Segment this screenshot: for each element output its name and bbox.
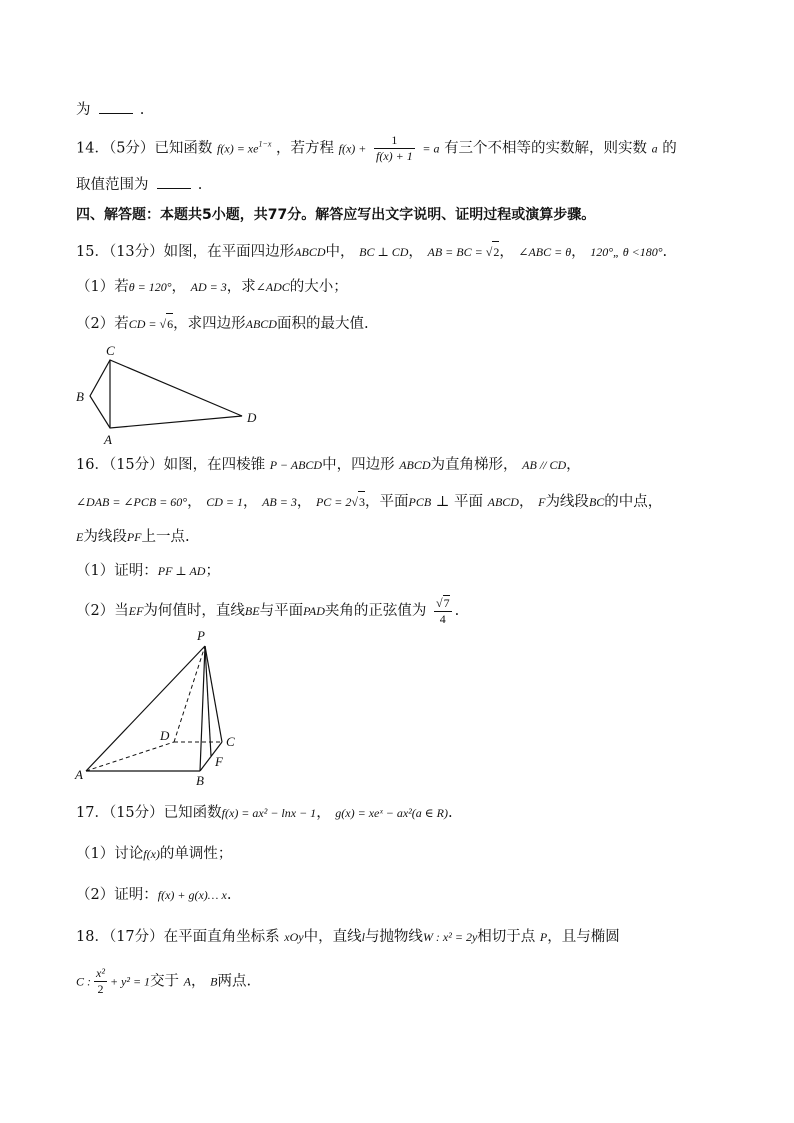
text: 与平面 [259, 603, 304, 619]
math: P [539, 930, 548, 944]
math: ∠ADC [255, 280, 290, 294]
q15-part1 [76, 277, 348, 297]
text: ，且与椭圆 [547, 929, 620, 945]
q18-line1 [76, 927, 620, 947]
figure-pyramid [70, 625, 250, 790]
sqrt-sign: √ [485, 245, 493, 259]
text: 相切于点 [477, 929, 536, 945]
frac-den: f(x) + 1 [375, 149, 413, 163]
edge-pa [86, 646, 205, 771]
q18-line2 [76, 966, 251, 997]
label-a: A [75, 767, 83, 782]
sqrt-value: 6 [166, 313, 173, 334]
text: ， [518, 494, 534, 510]
math: xOy [284, 930, 304, 944]
text: ， [566, 457, 581, 473]
label-d: D [247, 410, 257, 425]
fraction [94, 966, 107, 997]
label-d: D [160, 728, 170, 743]
math: CD = 1 [206, 495, 243, 509]
math: EF [128, 604, 144, 618]
text: 为何值时，直线 [143, 603, 245, 619]
frac-den: 4 [434, 611, 452, 627]
text: ， [242, 494, 258, 510]
math: g(x) = xeˣ − ax²(a ∈ R) [335, 806, 448, 820]
math-eq: = a [422, 141, 440, 156]
q16-part2 [76, 595, 459, 627]
q16-line3 [76, 527, 190, 547]
q16-line1 [76, 455, 581, 475]
math: BC [588, 495, 605, 509]
text: 为直角梯形， [430, 457, 518, 473]
q16-part1 [76, 561, 220, 581]
q14-line2 [76, 175, 202, 195]
math: + y² = 1 [109, 974, 151, 989]
math-fx: f(x) = xe [217, 141, 259, 156]
text: 的单调性； [159, 846, 233, 862]
quad-outline [90, 360, 242, 428]
text: 中， [325, 244, 355, 260]
text: . [226, 887, 232, 903]
edge-pb [200, 646, 205, 771]
text: ，求 [226, 279, 256, 295]
q15-part2 [76, 313, 369, 334]
label-b: B [76, 389, 84, 404]
math: f(x) + g(x)… x [157, 888, 227, 902]
math: 120°„ θ <180° [590, 245, 663, 259]
frac-num: 1 [391, 133, 398, 147]
text: 取值范围为 [76, 177, 149, 193]
text: ， [296, 494, 312, 510]
q16-head: 16．（15分）如图，在四棱锥 [76, 457, 266, 473]
q17-part2 [76, 885, 231, 905]
text: （1）若 [76, 279, 129, 295]
text: . [454, 603, 460, 619]
text: . [447, 805, 453, 821]
text: （1）讨论 [76, 846, 144, 862]
text: 的 [662, 140, 677, 157]
figure-quadrilateral [70, 340, 270, 450]
math: F [538, 495, 546, 509]
math: f(x) [143, 847, 160, 861]
text: ， [187, 494, 202, 510]
sqrt-value: 2 [492, 241, 499, 262]
frac-den: 2 [94, 981, 107, 997]
label-a: A [104, 432, 112, 447]
label-b: B [196, 773, 204, 788]
label-c: C [106, 343, 115, 358]
label-f: F [215, 754, 223, 769]
q14-line1 [76, 133, 677, 164]
answer-blank [157, 176, 191, 189]
math: l [361, 930, 365, 944]
text: ， [408, 244, 423, 260]
text: 上一点. [141, 529, 190, 545]
text: 有三个不相等的实数解，则实数 [444, 140, 648, 157]
text: ⊥ 平面 [435, 494, 484, 510]
q14-head: 14．（5分）已知函数 [76, 140, 213, 157]
label-c: C [226, 734, 235, 749]
math: C : [76, 974, 91, 989]
math: A [183, 974, 192, 989]
math: AB = 3 [262, 495, 297, 509]
text: ， [571, 244, 586, 260]
section-heading: 四、解答题：本题共5小题，共77分。解答应写出文字说明、证明过程或演算步骤。 [76, 207, 596, 223]
math: ABCD [399, 458, 431, 472]
text: ， [191, 973, 206, 990]
text: 为 [76, 102, 91, 118]
math: PCB [408, 495, 432, 509]
text: 中，直线 [303, 929, 362, 945]
q17-part1 [76, 844, 232, 864]
q15-line1 [76, 241, 667, 262]
math: θ = 120° [128, 280, 172, 294]
math: CD = [128, 317, 160, 331]
text: ，若方程 [276, 140, 335, 157]
text: （2）当 [76, 603, 129, 619]
text: ， [499, 244, 514, 260]
math: ABCD [245, 317, 277, 331]
sqrt-sign: √ [351, 495, 358, 509]
math: ABCD [487, 495, 519, 509]
fraction [374, 133, 415, 164]
text: 面积的最大值. [276, 316, 369, 332]
math: AD = 3 [190, 280, 227, 294]
q18-head: 18．（17分）在平面直角坐标系 [76, 929, 280, 945]
math: PAD [303, 604, 325, 618]
math: BE [244, 604, 260, 618]
math: PC = 2 [315, 495, 352, 509]
math: PF ⊥ AD [157, 564, 206, 578]
text: 为线段 [545, 494, 589, 510]
math: BC ⊥ CD [359, 245, 409, 259]
math: ∠ABC = θ [518, 245, 572, 259]
text: ，平面 [365, 494, 409, 510]
text: 两点. [217, 973, 252, 990]
text: . [197, 177, 203, 193]
text: 与抛物线 [364, 929, 423, 945]
label-p: P [197, 628, 205, 643]
text: . [662, 244, 668, 260]
sqrt-sign: √ [159, 317, 167, 331]
text: ， [316, 805, 331, 821]
text: . [139, 102, 145, 118]
text: 交于 [150, 973, 180, 990]
text: （1）证明： [76, 563, 158, 579]
text: （2）证明： [76, 887, 158, 903]
edge-pd-hidden [174, 646, 205, 742]
text: ，求四边形 [173, 316, 246, 332]
frac-num: √7 [435, 596, 450, 610]
math: ∠DAB = ∠PCB = 60° [76, 495, 188, 509]
text: 中，四边形 [322, 457, 395, 473]
text: （2）若 [76, 316, 129, 332]
q13-tail-line [76, 100, 144, 120]
text: 的中点， [604, 494, 663, 510]
answer-blank [99, 101, 133, 114]
math: E [76, 530, 84, 544]
fraction-sqrt7-over-4 [434, 595, 452, 627]
sqrt-value: 7 [443, 596, 450, 610]
math: ABCD [294, 245, 326, 259]
q17-head: 17．（15分）已知函数 [76, 805, 222, 821]
text: 的大小； [289, 279, 348, 295]
text: ； [205, 563, 220, 579]
math-exp: 1−x [258, 139, 272, 149]
math: P − ABCD [269, 458, 323, 472]
math: PF [126, 530, 142, 544]
q15-head: 15．（13分）如图，在平面四边形 [76, 244, 295, 260]
math: f(x) = ax² − lnx − 1 [221, 806, 317, 820]
frac-num: x² [96, 966, 105, 980]
text: 为线段 [83, 529, 127, 545]
math: AB = BC = [427, 245, 486, 259]
math: W : x² = 2y [422, 930, 478, 944]
text: 夹角的正弦值为 [324, 603, 427, 619]
q17-line1 [76, 803, 453, 823]
q16-line2 [76, 491, 662, 512]
text: ， [171, 279, 187, 295]
math: AB // CD [522, 458, 567, 472]
math-fx2: f(x) + [338, 141, 367, 156]
math: B [210, 974, 218, 989]
math-a: a [651, 141, 658, 156]
sqrt-value: 3 [358, 491, 365, 512]
